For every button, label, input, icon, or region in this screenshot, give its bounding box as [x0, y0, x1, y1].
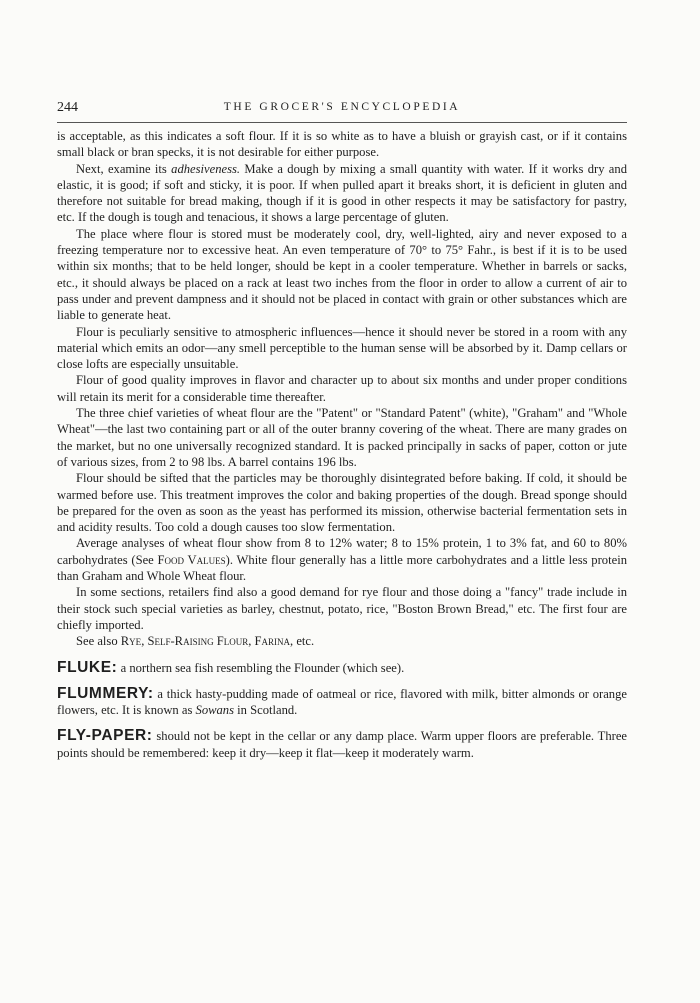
paragraph-6: The three chief varieties of wheat flour are the "Patent" or "Standard Patent" (white), "Graham" and "Whole Wheat"—the last two containing part or all of the outer branny covering of the wheat. There are many grades on the market, but no one universally recognized standard. It is packed principally in sacks of paper, cotton or jute of various sizes, from 2 to 98 lbs. A barrel contains 196 lbs. — [57, 406, 627, 469]
paragraph-1: is acceptable, as this indicates a soft flour. If it is so white as to have a bluish or grayish cast, or if it contains small black or bran specks, it is not desirable for either purpose. — [57, 129, 627, 160]
entry-definition-fluke: a northern sea fish resembling the Flounder (which see). — [120, 660, 405, 675]
paragraph-2-rest: Make a dough by mixing a small quantity with water. If it works dry and elastic, it is good; if soft and sticky, it is poor. If when pulled apart it breaks short, it is deficient in gluten and therefore not suitable for bread making, though if it is good in other respects it may be satisfactory for pastry, etc. If the dough is tough and tenacious, it shows a large percentage of gluten. — [57, 161, 627, 225]
paragraph-8-lead: Average analyses of wheat flour show from 8 to 12% water; 8 to 15% protein, 1 to 3% fat, and 60 to 80% carbohydrates (See — [57, 536, 627, 567]
paragraph-2 — [57, 161, 627, 226]
see-also-tail: , etc. — [290, 634, 315, 649]
see-also-farina: Farina — [254, 634, 291, 649]
header-rule — [57, 122, 627, 123]
see-also-rye: Rye — [120, 634, 142, 649]
paragraph-8-rest: ). White flour generally has a little more carbohydrates and a little less protein than Graham and Whole Wheat flour. — [57, 552, 627, 584]
entry-term-flummery: FLUMMERY: — [57, 684, 154, 702]
running-title: THE GROCER'S ENCYCLOPEDIA — [223, 101, 461, 113]
entry-fly-paper — [57, 728, 627, 761]
paragraph-9: In some sections, retailers find also a good demand for rye flour and those doing a "fancy" trade include in their stock such special varieties as barley, chestnut, potato, rice, "Boston Brown Bread," etc. The first four are chiefly imported. — [57, 585, 627, 632]
paragraph-4: Flour is peculiarly sensitive to atmospheric influences—hence it should never be stored in a room with any material which emits an odor—any smell perceptible to the human sense will be absorbed by it. Damp cellars or close lofts are especially unsuitable. — [57, 324, 627, 372]
paragraph-2-lead: Next, examine its — [76, 161, 172, 176]
page-number: 244 — [57, 100, 78, 115]
entry-definition-flummery: a thick hasty-pudding made of oatmeal or rice, flavored with milk, bitter almonds or orange flowers, etc. It is known as — [57, 686, 627, 718]
see-also-self-raising-flour: Self-Raising Flour — [147, 634, 249, 649]
food-values-reference: Food Values — [157, 552, 226, 567]
sowans-term: Sowans — [195, 703, 235, 718]
entry-fluke — [57, 660, 627, 676]
article-body — [57, 128, 627, 761]
entry-definition-flummery-tail: in Scotland. — [234, 703, 298, 718]
adhesiveness-term: adhesiveness. — [171, 161, 241, 176]
see-also-paragraph: See also Rye, Self-Raising Flour, Farina, etc. — [76, 634, 315, 649]
paragraph-8 — [57, 535, 627, 584]
entry-term-fluke: FLUKE: — [57, 658, 118, 676]
entry-definition-fly-paper: should not be kept in the cellar or any damp place. Warm upper floors are preferable. Three points should be remembered: keep it dry—keep it flat—keep it moderately warm. — [57, 729, 627, 760]
page-header — [57, 100, 627, 120]
see-also-lead: See also — [76, 634, 121, 649]
paragraph-3: The place where flour is stored must be moderately cool, dry, well-lighted, airy and never exposed to a freezing temperature nor to excessive heat. An even temperature of 70° to 75° Fahr., is best if it is to be used within six months; that to be held longer, should be kept in a cooler temperature. Whether in barrels or sacks, etc., it should always be placed on a rack at least two inches from the floor in order to allow a current of air to pass under and prevent dampness and it should not be placed in contact with grain or other substances which are liable to generate heat. — [57, 226, 627, 323]
entry-term-fly-paper: FLY-PAPER: — [57, 727, 153, 745]
entry-flummery — [57, 686, 627, 719]
paragraph-5: Flour of good quality improves in flavor and character up to about six months and under proper conditions will retain its merit for a considerable time thereafter. — [57, 373, 627, 404]
paragraph-7: Flour should be sifted that the particles may be thoroughly disintegrated before baking. If cold, it should be warmed before use. This treatment improves the color and baking properties of the dough. Bread sponge should be prepared for the oven as soon as the yeast has performed its mission, otherwise bacterial fermentation sets in and acidity results. Too cold a dough causes too slow fermentation. — [57, 471, 627, 535]
